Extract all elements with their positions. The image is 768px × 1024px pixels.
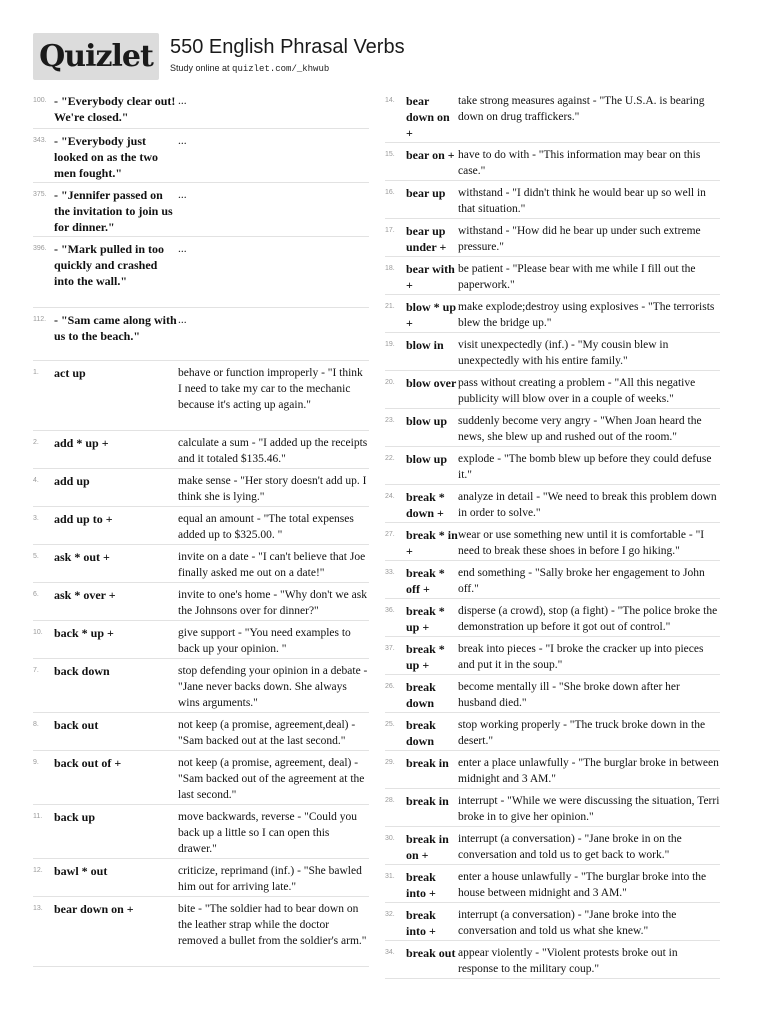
term-row	[385, 523, 720, 561]
term-text: bawl * out	[54, 864, 108, 878]
term-definition: pass without creating a problem - "All this negative publicity will blow over in a couple of weeks."	[458, 377, 696, 405]
term-definition: withstand - "I didn't think he would bear up so well in that situation."	[458, 187, 706, 215]
term-row	[385, 333, 720, 371]
term-text: - "Mark pulled in too quickly and crashed into the wall."	[54, 242, 165, 288]
term-text: - "Sam came along with us to the beach."	[54, 313, 177, 343]
term-text: break out	[406, 946, 456, 960]
term-definition: appear violently - "Violent protests broke out in response to the military coup."	[458, 947, 678, 975]
term-text: break * down +	[406, 490, 445, 520]
term-definition: withstand - "How did he bear up under such extreme pressure."	[458, 225, 701, 253]
term-definition: be patient - "Please bear with me while I fill out the paperwork."	[458, 263, 696, 291]
term-text: back up	[54, 810, 96, 824]
term-definition: make sense - "Her story doesn't add up. I think she is lying."	[178, 475, 367, 503]
term-row	[33, 129, 369, 183]
term-definition: not keep (a promise, agreement, deal) - "Sam backed out of the agreement at the last second."	[178, 757, 365, 801]
term-definition: enter a house unlawfully - "The burglar broke into the house between midnight and 3 AM."	[458, 871, 707, 899]
right-column	[385, 89, 720, 979]
term-number: 30.	[385, 835, 395, 842]
term-number: 10.	[33, 629, 43, 636]
term-text: break in on +	[406, 832, 449, 862]
term-text: break in	[406, 794, 449, 808]
term-row	[385, 713, 720, 751]
term-row	[33, 469, 369, 507]
term-row	[33, 237, 369, 308]
term-text: break * up +	[406, 642, 445, 672]
term-text: ask * over +	[54, 588, 116, 602]
term-number: 3.	[33, 515, 39, 522]
term-row	[385, 257, 720, 295]
term-definition: have to do with - "This information may bear on this case."	[458, 149, 701, 177]
term-definition: visit unexpectedly (inf.) - "My cousin blew in unexpectedly with his entire family."	[458, 339, 669, 367]
term-row	[33, 89, 369, 129]
term-row	[385, 295, 720, 333]
term-row	[385, 827, 720, 865]
term-row	[33, 805, 369, 859]
term-row	[33, 659, 369, 713]
term-number: 7.	[33, 667, 39, 674]
term-row	[385, 143, 720, 181]
term-definition: suddenly become very angry - "When Joan heard the news, she blew up and rushed out of the room."	[458, 415, 702, 443]
term-text: break in	[406, 756, 449, 770]
term-row	[385, 751, 720, 789]
term-number: 26.	[385, 683, 395, 690]
term-number: 4.	[33, 477, 39, 484]
term-definition: stop defending your opinion in a debate - "Jane never backs down. She always wins arguments."	[178, 665, 368, 709]
term-row	[385, 941, 720, 979]
term-definition: interrupt (a conversation) - "Jane broke in on the conversation and told us to get back to work."	[458, 833, 682, 861]
term-text: ask * out +	[54, 550, 110, 564]
term-number: 9.	[33, 759, 39, 766]
term-number: 375.	[33, 191, 47, 198]
term-text: bear up under +	[406, 224, 447, 254]
term-row	[33, 545, 369, 583]
term-text: add up	[54, 474, 90, 488]
term-text: bear up	[406, 186, 446, 200]
term-number: 29.	[385, 759, 395, 766]
term-text: blow in	[406, 338, 444, 352]
term-definition: interrupt - "While we were discussing the situation, Terri broke in to give her opinion."	[458, 795, 720, 823]
term-definition: give support - "You need examples to back up your opinion. "	[178, 627, 351, 655]
term-number: 343.	[33, 137, 47, 144]
term-definition: make explode;destroy using explosives - "The terrorists blew the bridge up."	[458, 301, 715, 329]
term-definition: break into pieces - "I broke the cracker up into pieces and put it in the soup."	[458, 643, 704, 671]
term-number: 1.	[33, 369, 39, 376]
term-text: bear down on +	[406, 94, 450, 140]
term-definition: move backwards, reverse - "Could you back up a little so I can open this drawer."	[178, 811, 358, 855]
term-number: 14.	[385, 97, 395, 104]
term-number: 19.	[385, 341, 395, 348]
term-number: 5.	[33, 553, 39, 560]
term-text: break * in +	[406, 528, 458, 558]
term-definition: explode - "The bomb blew up before they could defuse it."	[458, 453, 712, 481]
term-definition: equal an amount - "The total expenses added up to $325.00. "	[178, 513, 354, 541]
term-number: 34.	[385, 949, 395, 956]
term-text: blow up	[406, 452, 448, 466]
term-text: break down	[406, 680, 436, 710]
term-text: break * off +	[406, 566, 445, 596]
term-row	[33, 507, 369, 545]
term-row	[33, 621, 369, 659]
term-text: act up	[54, 366, 86, 380]
term-text: add up to +	[54, 512, 113, 526]
term-text: - "Everybody just looked on as the two men fought."	[54, 134, 159, 180]
term-number: 16.	[385, 189, 395, 196]
term-definition: invite to one's home - "Why don't we ask the Johnsons over for dinner?"	[178, 589, 367, 617]
term-number: 2.	[33, 439, 39, 446]
term-number: 21.	[385, 303, 395, 310]
term-text: bear with +	[406, 262, 455, 292]
term-text: back out of +	[54, 756, 122, 770]
term-definition: end something - "Sally broke her engagement to John off."	[458, 567, 705, 595]
term-number: 11.	[33, 813, 43, 820]
term-definition: ...	[178, 135, 187, 147]
term-number: 24.	[385, 493, 395, 500]
term-row	[385, 637, 720, 675]
term-text: - "Jennifer passed on the invitation to join us for dinner."	[54, 188, 173, 234]
term-definition: behave or function improperly - "I think I need to take my car to the mechanic because it's acting up again."	[178, 367, 363, 411]
term-definition: criticize, reprimand (inf.) - "She bawled him out for arriving late."	[178, 865, 362, 893]
term-text: add * up +	[54, 436, 109, 450]
term-row	[385, 903, 720, 941]
term-definition: not keep (a promise, agreement,deal) - "Sam backed out at the last second."	[178, 719, 356, 747]
term-definition: enter a place unlawfully - "The burglar broke in between midnight and 3 AM."	[458, 757, 719, 785]
term-row	[33, 583, 369, 621]
term-row	[33, 431, 369, 469]
term-number: 18.	[385, 265, 395, 272]
term-text: - "Everybody clear out! We're closed."	[54, 94, 176, 124]
term-text: back out	[54, 718, 99, 732]
term-number: 15.	[385, 151, 395, 158]
term-row	[385, 675, 720, 713]
term-definition: wear or use something new until it is comfortable - "I need to break these shoes in before I go hiking."	[458, 529, 705, 557]
term-row	[385, 371, 720, 409]
subtitle-prefix: Study online at	[170, 63, 233, 73]
term-number: 100.	[33, 97, 47, 104]
term-row	[385, 561, 720, 599]
term-row	[385, 219, 720, 257]
term-number: 20.	[385, 379, 395, 386]
term-number: 28.	[385, 797, 395, 804]
term-number: 6.	[33, 591, 39, 598]
term-row	[385, 599, 720, 637]
term-text: blow * up +	[406, 300, 457, 330]
term-row	[385, 447, 720, 485]
term-number: 36.	[385, 607, 395, 614]
term-definition: invite on a date - "I can't believe that Joe finally asked me out on a date!"	[178, 551, 366, 579]
term-definition: analyze in detail - "We need to break this problem down in order to solve."	[458, 491, 717, 519]
term-number: 27.	[385, 531, 395, 538]
term-definition: ...	[178, 95, 187, 107]
term-text: break into +	[406, 870, 436, 900]
term-text: break down	[406, 718, 436, 748]
term-number: 17.	[385, 227, 395, 234]
term-definition: interrupt (a conversation) - "Jane broke into the conversation and told us what she knew."	[458, 909, 677, 937]
term-definition: ...	[178, 189, 187, 201]
term-definition: bite - "The soldier had to bear down on the leather strap while the doctor removed a bullet from the soldier's arm."	[178, 903, 367, 947]
term-row	[385, 485, 720, 523]
term-number: 22.	[385, 455, 395, 462]
term-number: 23.	[385, 417, 395, 424]
term-row	[385, 89, 720, 143]
term-text: bear on +	[406, 148, 455, 162]
term-row	[33, 183, 369, 237]
term-row	[33, 859, 369, 897]
term-text: back down	[54, 664, 110, 678]
term-definition: calculate a sum - "I added up the receipts and it totaled $135.46."	[178, 437, 368, 465]
term-number: 25.	[385, 721, 395, 728]
term-row	[33, 713, 369, 751]
term-text: break into +	[406, 908, 436, 938]
study-url-link[interactable]: quizlet.com/_khwub	[232, 64, 330, 74]
study-online-line	[170, 63, 329, 74]
term-row	[33, 751, 369, 805]
term-number: 12.	[33, 867, 43, 874]
term-row	[385, 409, 720, 447]
term-row	[385, 865, 720, 903]
term-text: back * up +	[54, 626, 114, 640]
term-row	[385, 181, 720, 219]
term-definition: ...	[178, 314, 187, 326]
term-text: break * up +	[406, 604, 445, 634]
left-column	[33, 89, 369, 967]
term-number: 8.	[33, 721, 39, 728]
term-text: blow over	[406, 376, 457, 390]
term-row	[33, 361, 369, 431]
term-definition: take strong measures against - "The U.S.A. is bearing down on drug traffickers."	[458, 95, 705, 123]
quizlet-logo: Quizlet	[33, 33, 159, 80]
term-definition: disperse (a crowd), stop (a fight) - "The police broke the demonstration up before it got out of control."	[458, 605, 718, 633]
term-row	[33, 897, 369, 967]
term-definition: ...	[178, 243, 187, 255]
document-header	[33, 33, 733, 81]
term-number: 32.	[385, 911, 395, 918]
term-text: blow up	[406, 414, 448, 428]
term-number: 13.	[33, 905, 43, 912]
term-number: 396.	[33, 245, 47, 252]
term-definition: stop working properly - "The truck broke down in the desert."	[458, 719, 706, 747]
term-number: 112.	[33, 316, 47, 323]
term-text: bear down on +	[54, 902, 134, 916]
term-row	[385, 789, 720, 827]
term-number: 33.	[385, 569, 395, 576]
term-definition: become mentally ill - "She broke down after her husband died."	[458, 681, 680, 709]
term-number: 37.	[385, 645, 395, 652]
term-row	[33, 308, 369, 361]
term-number: 31.	[385, 873, 395, 880]
page-title: 550 English Phrasal Verbs	[170, 36, 405, 58]
